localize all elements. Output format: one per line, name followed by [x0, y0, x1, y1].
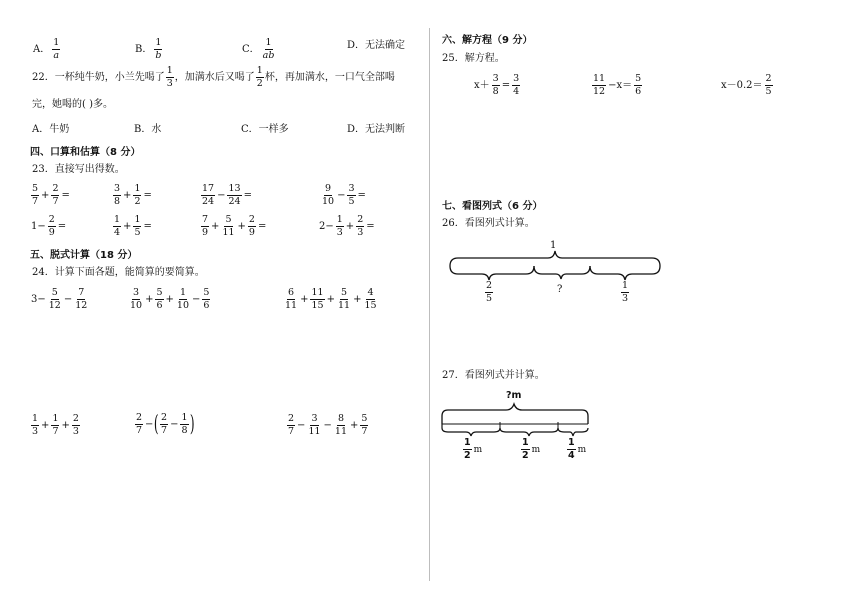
- brace-segment-3: [558, 428, 588, 436]
- q25-equation-3: x－0.2＝ $\frac{2}{5}$: [721, 73, 772, 97]
- q22-line1: 22．一杯纯牛奶，小兰先喝了 $\frac{1}{3}$ ，加满水后又喝了 $\frac{1}{2}$ 杯，再加满水，一口气全部喝: [32, 65, 395, 89]
- q21-option-c: C． $\frac{1}{ab}$: [242, 37, 275, 61]
- top-brace: [442, 404, 588, 424]
- q24-expr-1: 3− $\frac{5}{12}$ − $\frac{7}{12}$: [31, 287, 88, 311]
- q22-line2: 完，她喝的( )多。: [32, 99, 113, 110]
- q23-expr-4: $\frac{9}{10}$ − $\frac{3}{5}$ =: [322, 183, 366, 207]
- q27-part1-label: $\frac{1}{2}$ m: [464, 437, 483, 461]
- q23-expr-5: 1− $\frac{2}{9}$ =: [31, 214, 67, 238]
- q22-option-b: B．水: [134, 124, 162, 135]
- q25-equation-2: $\frac{11}{12}$ −x＝ $\frac{5}{6}$: [593, 73, 642, 97]
- column-divider: [429, 28, 430, 581]
- q24-expr-4: $\frac{1}{3}$ + $\frac{1}{7}$ + $\frac{2}{3}$: [32, 413, 79, 437]
- q26-unknown-label: ?: [557, 284, 563, 295]
- brace-segment-2: [534, 266, 590, 279]
- brace-segment-2: [500, 428, 558, 436]
- q23-expr-2: $\frac{3}{8}$ + $\frac{1}{2}$ =: [114, 183, 152, 207]
- section6-title: 六、解方程（9 分）: [442, 35, 533, 46]
- q23-expr-3: $\frac{17}{24}$ − $\frac{13}{24}$ =: [202, 183, 252, 207]
- q24-expr-6: $\frac{2}{7}$ − $\frac{3}{11}$ − $\frac{8}{11}$ + $\frac{5}{7}$: [288, 413, 368, 437]
- q21-option-d: D．无法确定: [347, 40, 406, 51]
- q22-option-d: D．无法判断: [347, 124, 406, 135]
- q24-prompt: 24．计算下面各题，能简算的要简算。: [32, 267, 205, 278]
- left-paren: (: [154, 411, 160, 437]
- q22-option-a: A．牛奶: [32, 124, 70, 135]
- q26-prompt: 26．看图列式计算。: [442, 218, 535, 229]
- q23-expr-8: 2− $\frac{1}{3}$ + $\frac{2}{3}$ =: [319, 214, 375, 238]
- q26-total-label: 1: [550, 240, 557, 251]
- q23-expr-6: $\frac{1}{4}$ + $\frac{1}{5}$ =: [114, 214, 152, 238]
- section7-title: 七、看图列式（6 分）: [442, 201, 543, 212]
- q21-option-a: A． $\frac{1}{a}$: [33, 37, 60, 61]
- section5-title: 五、脱式计算（18 分）: [30, 250, 138, 261]
- q24-expr-3: $\frac{6}{11}$ + $\frac{11}{15}$ + $\frac{5}{11}$ + $\frac{4}{15}$: [285, 287, 377, 311]
- q22-option-c: C．一样多: [241, 124, 289, 135]
- q23-expr-7: $\frac{7}{9}$ + $\frac{5}{11}$ + $\frac{2}{9}$ =: [202, 214, 267, 238]
- brace-segment-3: [590, 266, 660, 280]
- right-paren: ): [189, 411, 195, 437]
- q24-expr-5: $\frac{2}{7}$ −( $\frac{2}{7}$ − $\frac{1}{8}$ ): [136, 411, 195, 437]
- q27-prompt: 27．看图列式并计算。: [442, 370, 545, 381]
- section4-title: 四、口算和估算（8 分）: [30, 147, 141, 158]
- q26-part3-label: $\frac{1}{3}$: [622, 280, 629, 304]
- brace-segment-1: [450, 266, 534, 280]
- q27-part2-label: $\frac{1}{2}$ m: [522, 437, 541, 461]
- q21-option-b: B． $\frac{1}{b}$: [135, 37, 162, 61]
- q27-brace-svg: [436, 398, 606, 438]
- top-brace: [450, 251, 660, 266]
- q27-total-label: ?m: [506, 390, 522, 401]
- q27-part3-label: $\frac{1}{4}$ m: [568, 437, 587, 461]
- q26-part1-label: $\frac{2}{5}$: [486, 280, 493, 304]
- q24-expr-2: $\frac{3}{10}$ + $\frac{5}{6}$ + $\frac{1}{10}$ − $\frac{5}{6}$: [130, 287, 210, 311]
- q25-equation-1: x＋ $\frac{3}{8}$ = $\frac{3}{4}$: [474, 73, 520, 97]
- brace-segment-1: [442, 424, 500, 436]
- q23-prompt: 23．直接写出得数。: [32, 164, 125, 175]
- q25-prompt: 25．解方程。: [442, 53, 505, 64]
- q23-expr-1: $\frac{5}{7}$ + $\frac{2}{7}$ =: [32, 183, 70, 207]
